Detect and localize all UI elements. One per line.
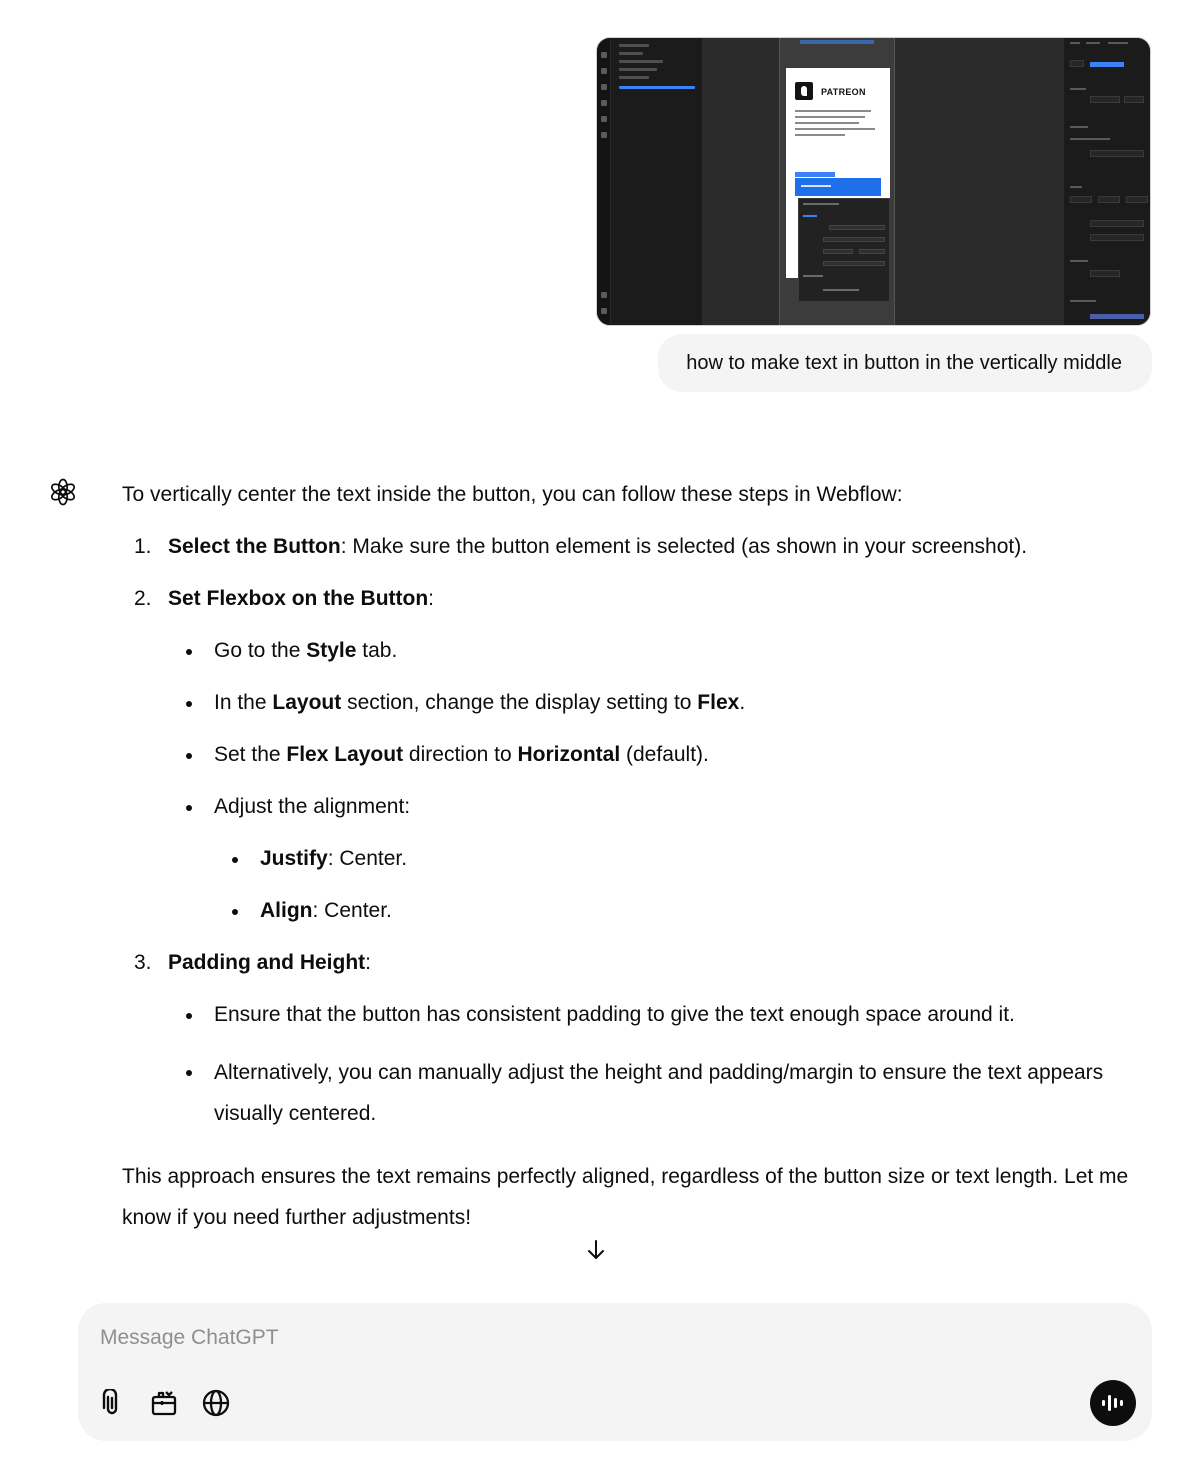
bullet-text: : Center.: [327, 847, 408, 870]
designer-left-toolbar: [597, 38, 611, 325]
step-title: Padding and Height: [168, 951, 366, 974]
bullet-text: Adjust the alignment:: [214, 795, 411, 818]
settings-popup-preview: [798, 198, 890, 302]
assistant-message: [122, 480, 1152, 1238]
paperclip-icon: [99, 1389, 125, 1417]
step-1: [122, 532, 1152, 562]
step-3-bullets: [168, 1000, 1152, 1134]
bullet-text: Alternatively, you can manually adjust the height and padding/margin to ensure the text appears visually centered.: [214, 1061, 1104, 1125]
designer-style-panel: [1063, 38, 1151, 325]
patreon-logo-icon: [795, 82, 813, 100]
tools-button[interactable]: [148, 1387, 180, 1419]
bullet-text: Ensure that the button has consistent padding to give the text enough space around it.: [214, 1003, 1015, 1026]
assistant-intro: To vertically center the text inside the button, you can follow these steps in Webflow:: [122, 483, 903, 506]
list-item: [168, 1052, 1152, 1134]
bullet-bold: Flex: [697, 691, 740, 714]
bullet-bold: Horizontal: [517, 743, 621, 766]
list-item: [168, 740, 1152, 770]
canvas-frame: [779, 38, 895, 325]
step-text: : Make sure the button element is selected (as shown in your screenshot).: [340, 535, 1028, 558]
voice-mode-button[interactable]: [1090, 1380, 1136, 1426]
list-item: [214, 844, 1152, 874]
patreon-button-preview: [795, 178, 881, 196]
alignment-sub-bullets: [214, 844, 1152, 926]
bullet-bold: Align: [260, 899, 313, 922]
bullet-text: : Center.: [312, 899, 392, 922]
patreon-card-preview: [786, 68, 890, 278]
chatgpt-logo-icon: [48, 477, 78, 507]
bullet-bold: Flex Layout: [286, 743, 404, 766]
assistant-closing: This approach ensures the text remains perfectly aligned, regardless of the button size or text length. Let me know if you need further adjustments!: [122, 1165, 1129, 1229]
bullet-text: In the: [214, 691, 273, 714]
list-item: [214, 896, 1152, 926]
user-message-bubble: how to make text in button in the vertically middle: [658, 334, 1152, 392]
bullet-bold: Style: [306, 639, 357, 662]
bullet-bold: Justify: [260, 847, 328, 870]
bullet-text: direction to: [403, 743, 518, 766]
message-input[interactable]: [100, 1321, 1000, 1355]
step-3: [122, 948, 1152, 1134]
bullet-text: (default).: [620, 743, 709, 766]
step-title: Set Flexbox on the Button: [168, 587, 429, 610]
bullet-text: .: [739, 691, 746, 714]
attach-file-button[interactable]: [96, 1387, 128, 1419]
search-web-button[interactable]: [200, 1387, 232, 1419]
step-title: Select the Button: [168, 535, 341, 558]
step-number: 3.: [134, 951, 152, 974]
steps-list: [122, 532, 1152, 1134]
scroll-to-bottom-button[interactable]: [584, 1238, 608, 1262]
message-composer: [78, 1303, 1152, 1441]
list-item: [168, 688, 1152, 718]
bullet-bold: Layout: [272, 691, 342, 714]
list-item: [168, 1000, 1152, 1030]
arrow-down-icon: [586, 1239, 606, 1261]
list-item: [168, 792, 1152, 926]
bullet-text: section, change the display setting to: [341, 691, 698, 714]
bullet-text: tab.: [356, 639, 398, 662]
globe-icon: [201, 1388, 231, 1418]
briefcase-icon: [150, 1389, 178, 1417]
bullet-text: Set the: [214, 743, 287, 766]
step-number: 2.: [134, 587, 152, 610]
step-2: [122, 584, 1152, 926]
designer-canvas: [703, 38, 1063, 325]
step-number: 1.: [134, 535, 152, 558]
attached-screenshot-thumbnail[interactable]: [596, 37, 1151, 326]
step-text: :: [428, 587, 435, 610]
step-2-bullets: [168, 636, 1152, 926]
designer-navigator-panel: [611, 38, 703, 325]
bullet-text: Go to the: [214, 639, 307, 662]
patreon-brand-text: PATREON: [821, 87, 866, 97]
step-text: :: [365, 951, 372, 974]
list-item: [168, 636, 1152, 666]
voice-waveform-icon: [1101, 1393, 1125, 1413]
